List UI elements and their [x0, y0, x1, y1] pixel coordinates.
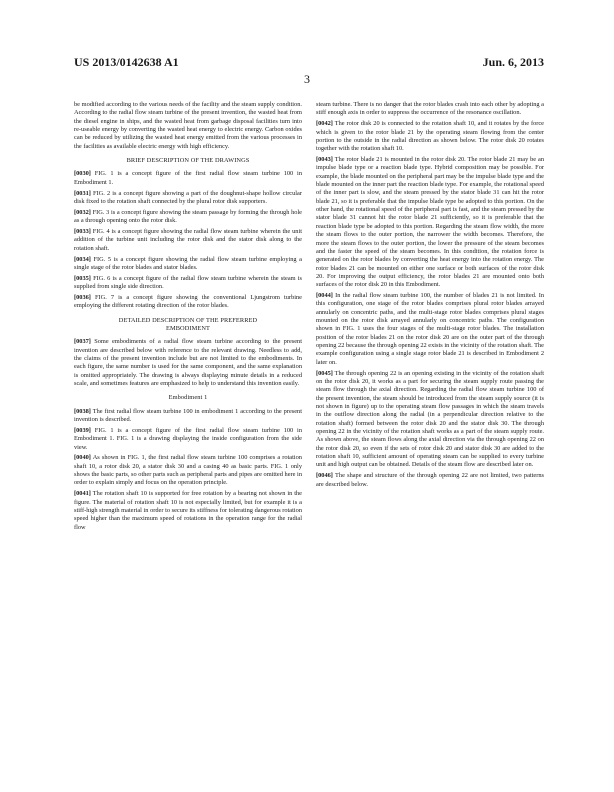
paragraph-id: [0034]: [74, 255, 91, 263]
heading-line: EMBODIMENT: [166, 324, 210, 332]
paragraph-0043: [316, 156, 544, 290]
paragraph-text: The rotation shaft 10 is supported for free rotation by a bearing not shown in the figure. The material of rotation shaft 10 is not especially limited, but for example it is a stiff-high strength material in order to secure its stiffness for tolerating dangerous rotation speed higher than the maximum speed of rotations in the operation range for the radial flow: [74, 490, 302, 531]
paragraph-text: Some embodiments of a radial flow steam turbine according to the present invention are described below with reference to the relevant drawing. Needless to add, the claims of the present invention include but are not limited to the embodiments. In each figure, the same number is used for the same component, and the same explanation is omitted appropriately. The drawing is always displaying minute details in a reduced scale, and sometimes features are emphasized to help to understand this invention easily.: [74, 338, 302, 387]
paragraph-0038: [74, 408, 302, 425]
paragraph-text: The through opening 22 is an opening existing in the vicinity of the rotation shaft on the rotor disk 20, it works as a part for securing the steam supply route passing the steam flow through the axial direction. Regarding the radial flow steam turbine 100 of the present invention, the steam should be introduced from the steam supply source (it is not shown in figure) up to the operating steam flow passages in which the steam travels in the outflow direction along the radial (in a perpendicular direction relative to the rotation shaft) formed between the rotor disk 20 and the stator disk 30. The through opening 22 in the vicinity of the rotation shaft works as a part of the steam supply route. As shown above, the steam flows along the axial direction via the through opening 22 on the rotor disk 20, so even if the sets of rotor disk 20 and stator disk 30 are added to the rotation shaft 10, sufficient amount of operating steam can be supplied to every turbine unit and high output can be obtained. Details of the steam flow are described later on.: [316, 369, 544, 469]
publication-date: Jun. 6, 2013: [482, 55, 544, 69]
paragraph-id: [0035]: [74, 274, 91, 282]
paragraph-0036: [74, 294, 302, 311]
heading-detailed-description: [74, 317, 302, 334]
paragraph-intro: be modified according to the various needs of the facility and the steam supply condition. According to the radial flow steam turbine of the present invention, the wasted heat from the diesel engine in ships, and the wasted heat from garbage disposal facilities turn into re-useable energy by converting the wasted heat energy to electric energy. Carbon oxides can be reduced by utilizing the wasted heat energy emitted from the various processes in the facilities as available electric energy with high efficiency.: [74, 101, 302, 150]
left-column: [74, 101, 302, 534]
paragraph-text: FIG. 1 is a concept figure of the first radial flow steam turbine 100 in Embodiment 1.: [74, 170, 302, 186]
paragraph-text: FIG. 3 is a concept figure showing the steam passage by forming the through hole as a through opening onto the rotor disk.: [74, 208, 302, 225]
paragraph-text: FIG. 2 is a concept figure showing a part of the doughnut-shape hollow circular disk fixed to the rotation shaft connected by the plural rotor disk supporters.: [74, 189, 302, 205]
heading-embodiment-1: Embodiment 1: [168, 394, 208, 402]
heading-brief-description: BRIEF DESCRIPTION OF THE DRAWINGS: [126, 157, 250, 165]
page-number: 3: [304, 72, 310, 86]
paragraph-id: [0044]: [316, 292, 333, 300]
paragraph-0033: [74, 228, 302, 253]
paragraph-0041: [74, 490, 302, 532]
paragraph-id: [0046]: [316, 472, 333, 480]
paragraph-text: The first radial flow steam turbine 100 in embodiment 1 according to the present invention is described.: [74, 407, 302, 423]
paragraph-text: The rotor blade 21 is mounted in the rotor disk 20. The rotor blade 21 may be an impulse blade type or a reaction blade type. Hybrid composition may be possible. For example, the blade mounted on the peripheral part may be the impulse blade type and the blade mounted on the inner part the reaction blade type. For example, the rotational speed of the inner part is slow, and the steam pressed by the stator blade 31 can hit the rotor blade 21, so it is preferable that the impulse blade type be adopted to this portion. On the other hand, the rotational speed of the peripheral part is fast, and the steam pressed by the stator blade 31 cannot hit the rotor blade 21 sufficiently, so it is preferable that the reaction blade type be adopted to this portion. Regarding the steam flow width, the more the steam flows to the outer portion, the narrower the width becomes. Therefore, the more the steam flows to the outer portion, the lower the pressure of the steam becomes and the faster the speed of the steam becomes. In this condition, the rotation force is generated on the rotor blades by converting the heat energy into the rotation energy. The rotor blades 21 can be mounted on either one surface or both surfaces of the rotor disk 20. For improving the output efficiency, the rotor blades 21 are mounted onto both surfaces of the rotor disk 20 in this Embodiment.: [316, 156, 544, 289]
paragraph-id: [0037]: [74, 338, 91, 346]
paragraph-text: In the radial flow steam turbine 100, the number of blades 21 is not limited. In this configuration, one stage of the rotor blades comprises plural rotor blades arrayed annularly on concentric paths, and the multi-stage rotor blades comprises plural stages mounted on the rotor disk arrayed annularly on concentric paths. The configuration shown in FIG. 1 uses the four stages of the multi-stage rotor blades. The installation position of the rotor blades 21 on the rotor disk 20 are on the outer part of the through opening 22 because the through opening 22 exists in the vicinity of the rotation shaft. The example configuration using a single stage rotor blade 21 is described in Embodiment 2 later on.: [316, 292, 544, 366]
paragraph-0035: [74, 275, 302, 292]
paragraph-id: [0036]: [74, 293, 91, 301]
paragraph-text: FIG. 4 is a concept figure showing the radial flow steam turbine wherein the unit addition of the turbine unit including the rotor disk and the stator disk along to the rotation shaft.: [74, 227, 302, 252]
paragraph-0031: [74, 190, 302, 207]
paragraph-0037: [74, 338, 302, 388]
paragraph-id: [0041]: [74, 490, 91, 498]
paragraph-id: [0031]: [74, 189, 91, 197]
publication-number: US 2013/0142638 A1: [74, 55, 179, 69]
paragraph-0046: [316, 472, 544, 489]
heading-line: DETAILED DESCRIPTION OF THE PREFERRED: [118, 316, 258, 324]
paragraph-id: [0043]: [316, 156, 333, 164]
paragraph-id: [0033]: [74, 227, 91, 235]
paragraph-0030: [74, 170, 302, 187]
paragraph-0034: [74, 256, 302, 273]
paragraph-text: FIG. 5 is a concept figure showing the radial flow steam turbine employing a single stage of the rotor blades and stator blades.: [74, 255, 302, 271]
paragraph-text: As shown in FIG. 1, the first radial flow steam turbine 100 comprises a rotation shaft 10, a rotor disk 20, a stator disk 30 and a casing 40 as basic parts. FIG. 1 only shows the basic parts, so other parts such as peripheral parts and pipes are omitted here in order to explain simply and focus on the operation principle.: [74, 454, 302, 487]
paragraph-text: FIG. 1 is a concept figure of the first radial flow steam turbine 100 in Embodiment 1. FIG. 1 is a drawing displaying the inside configuration from the side view.: [74, 426, 302, 451]
paragraph-id: [0030]: [74, 170, 91, 178]
paragraph-0039: [74, 427, 302, 452]
paragraph-id: [0032]: [74, 208, 91, 216]
paragraph-text: FIG. 6 is a concept figure of the radial flow steam turbine wherein the steam is supplied from single side direction.: [74, 274, 302, 291]
paragraph-text: FIG. 7 is a concept figure showing the conventional Ljungstrom turbine employing the different rotating direction of the rotor blades.: [74, 293, 302, 310]
paragraph-0045: [316, 370, 544, 470]
paragraph-0042: [316, 120, 544, 153]
paragraph-0032: [74, 209, 302, 226]
paragraph-id: [0042]: [316, 120, 333, 128]
paragraph-id: [0045]: [316, 369, 333, 377]
paragraph-0040: [74, 454, 302, 487]
paragraph-0044: [316, 292, 544, 367]
paragraph-text: The rotor disk 20 is connected to the rotation shaft 10, and it rotates by the force which is given to the rotor blade 21 by the operating steam flowing from the center portion to the outside in the radial direction as shown below. The rotor disk 20 rotates together with the rotation shaft 10.: [316, 120, 544, 153]
paragraph-text: The shape and structure of the through opening 22 are not limited, two patterns are described below.: [316, 472, 544, 488]
paragraph-id: [0040]: [74, 454, 91, 462]
paragraph-id: [0039]: [74, 426, 91, 434]
paragraph-id: [0038]: [74, 407, 91, 415]
right-column: [316, 101, 544, 491]
paragraph-continued: steam turbine. There is no danger that the rotor blades crash into each other by adopting a stiff enough axis in order to suppress the occurrence of the resonance oscillation.: [316, 101, 544, 117]
